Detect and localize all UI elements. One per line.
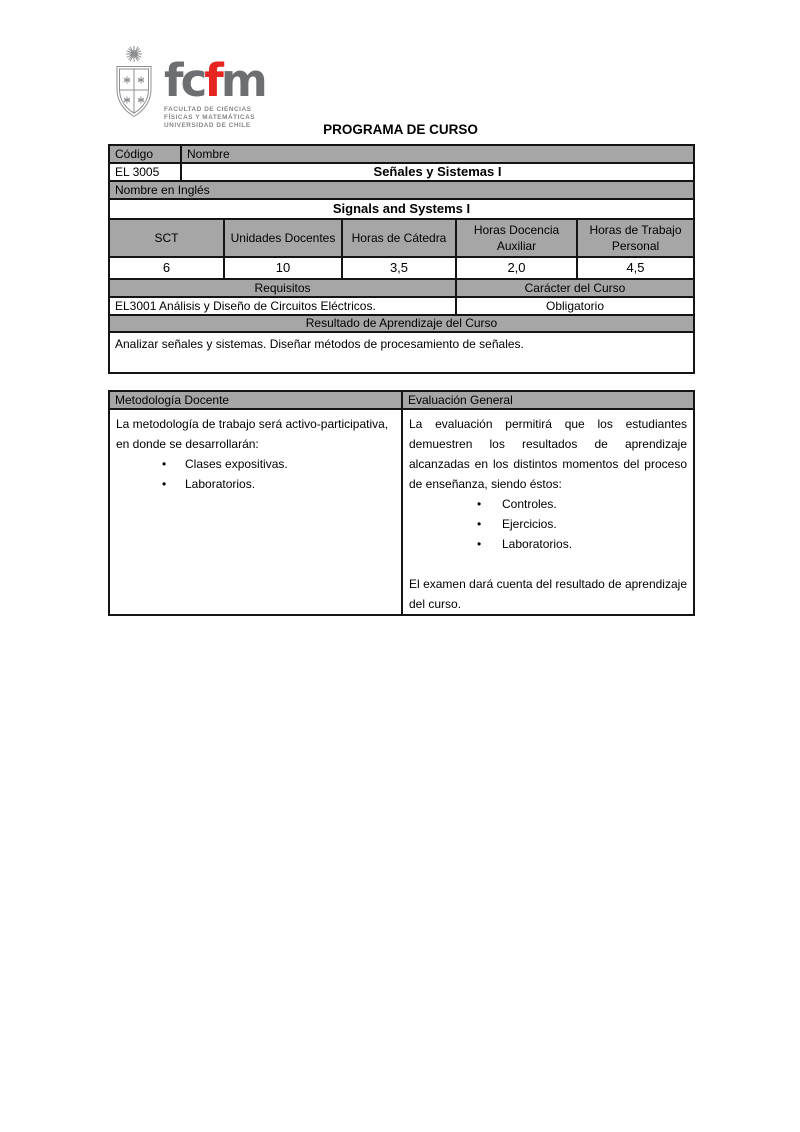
bullet-text: Controles.	[502, 497, 557, 511]
horas-docencia-header-cell: Horas Docencia Auxiliar	[456, 219, 577, 257]
metodologia-body-cell	[109, 409, 402, 615]
wordmark-letter: f	[164, 54, 181, 107]
evaluacion-intro: La evaluación permitirá que los estudiantes demuestren los resultados de aprendizaje alcanzadas en los distintos momentos del proceso de enseñanza, siendo éstos:	[409, 417, 687, 491]
codigo-label-cell: Código	[109, 145, 181, 163]
horas-trabajo-value-cell: 4,5	[577, 257, 694, 279]
bullet-icon: •	[477, 517, 482, 531]
wordmark-letter-accent: f	[204, 54, 221, 107]
requisitos-value-cell: EL3001 Análisis y Diseño de Circuitos Eléctricos.	[109, 297, 456, 315]
evaluacion-outro: El examen dará cuenta del resultado de aprendizaje del curso.	[409, 577, 687, 611]
nombre-ingles-value-cell: Signals and Systems I	[109, 199, 694, 219]
nombre-value-cell: Señales y Sistemas I	[181, 163, 694, 181]
methodology-evaluation-table	[108, 390, 695, 616]
sct-header-cell: SCT	[109, 219, 224, 257]
metodologia-bullet-item	[162, 474, 395, 494]
bullet-text: Laboratorios.	[185, 477, 256, 491]
wordmark-letter: c	[180, 54, 205, 107]
bullet-text: Laboratorios.	[502, 537, 573, 551]
caption-line: UNIVERSIDAD DE CHILE	[164, 121, 251, 129]
logo-text-block	[164, 45, 265, 129]
horas-catedra-value-cell: 3,5	[342, 257, 456, 279]
bullet-icon: •	[162, 457, 167, 471]
resultado-value-cell: Analizar señales y sistemas. Diseñar métodos de procesamiento de señales.	[109, 332, 694, 373]
university-crest-icon	[110, 45, 158, 119]
unidades-docentes-value-cell: 10	[224, 257, 342, 279]
caption-line: FÍSICAS Y MATEMÁTICAS	[164, 113, 256, 121]
evaluacion-header-cell: Evaluación General	[402, 391, 694, 409]
metodologia-header-cell: Metodología Docente	[109, 391, 402, 409]
bullet-icon: •	[477, 497, 482, 511]
bullet-text: Clases expositivas.	[185, 457, 288, 471]
resultado-label-cell: Resultado de Aprendizaje del Curso	[109, 315, 694, 332]
bullet-text: Ejercicios.	[502, 517, 557, 531]
caracter-value-cell: Obligatorio	[456, 297, 694, 315]
sct-value-cell: 6	[109, 257, 224, 279]
evaluacion-bullet-item	[477, 514, 687, 534]
requisitos-label-cell: Requisitos	[109, 279, 456, 297]
nombre-label-cell: Nombre	[181, 145, 694, 163]
wordmark-letter: m	[220, 54, 265, 107]
horas-docencia-value-cell: 2,0	[456, 257, 577, 279]
caracter-label-cell: Carácter del Curso	[456, 279, 694, 297]
evaluacion-body-cell	[402, 409, 694, 615]
bullet-icon: •	[162, 477, 167, 491]
university-logo	[110, 45, 265, 129]
horas-trabajo-header-cell: Horas de Trabajo Personal	[577, 219, 694, 257]
metodologia-intro: La metodología de trabajo será activo-participativa, en donde se desarrollarán:	[116, 417, 389, 451]
fcfm-wordmark	[164, 54, 265, 107]
unidades-docentes-header-cell: Unidades Docentes	[224, 219, 342, 257]
page-title: PROGRAMA DE CURSO	[323, 122, 478, 137]
nombre-ingles-label-cell: Nombre en Inglés	[109, 181, 694, 199]
evaluacion-bullet-item	[477, 534, 687, 554]
course-info-table	[108, 144, 695, 374]
codigo-value-cell: EL 3005	[109, 163, 181, 181]
paragraph-spacer	[409, 554, 687, 574]
bullet-icon: •	[477, 537, 482, 551]
evaluacion-bullet-item	[477, 494, 687, 514]
metodologia-bullet-item	[162, 454, 395, 474]
horas-catedra-header-cell: Horas de Cátedra	[342, 219, 456, 257]
caption-line: FACULTAD DE CIENCIAS	[164, 106, 252, 114]
